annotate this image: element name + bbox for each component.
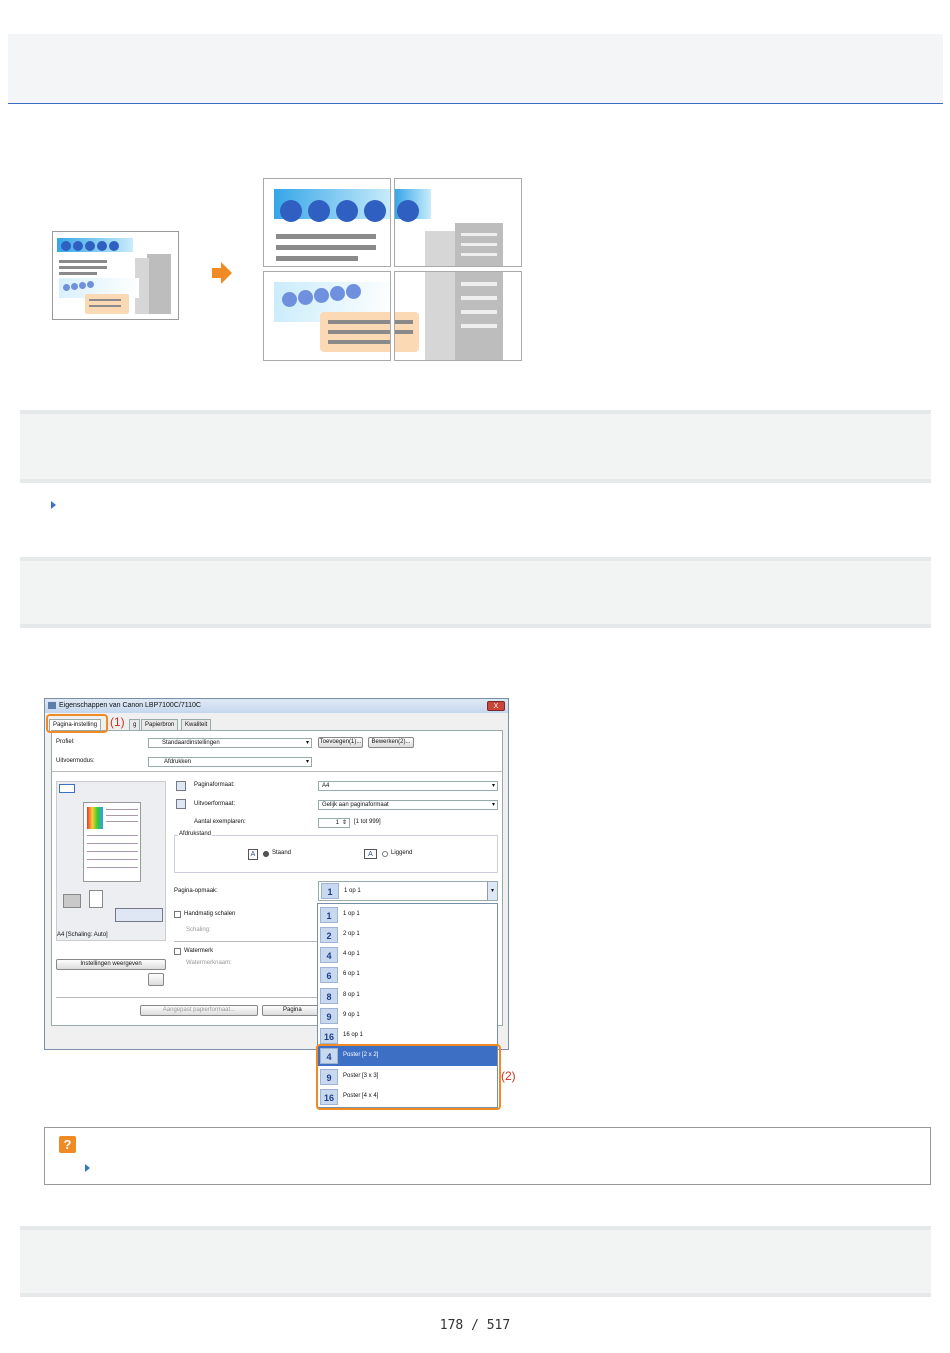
layout-option[interactable]: 16 16 op 1 [318, 1026, 497, 1046]
section-band [20, 1226, 931, 1297]
orientation-label: Afdrukstand [179, 831, 212, 837]
tab-paper-source[interactable]: Papierbron [141, 719, 178, 730]
layout-option[interactable]: 1 1 op 1 [318, 905, 497, 925]
layout-option-poster-2x2[interactable]: 4 Poster [2 x 2] [318, 1046, 497, 1066]
page-layout-label: Pagina-opmaak: [174, 888, 218, 894]
watermark-checkbox[interactable] [174, 948, 181, 955]
layout-option[interactable]: 8 8 op 1 [318, 986, 497, 1006]
question-icon: ? [59, 1136, 76, 1153]
printer-icon [48, 702, 56, 709]
profile-select[interactable]: Standaardinstellingen ▾ [148, 738, 312, 748]
output-mode-label: Uitvoermodus: [56, 758, 95, 764]
manual-scaling-label: Handmatig schalen [184, 911, 236, 917]
watermark-name-label: Watermerknaam: [186, 960, 232, 966]
page-size-select[interactable]: A4 ▾ [318, 781, 498, 791]
page-counter: 178 / 517 [439, 1318, 511, 1333]
note-box [44, 1127, 931, 1185]
layout-option[interactable]: 2 2 op 1 [318, 925, 497, 945]
edit-profile-button[interactable]: Bewerken(2)... [368, 737, 414, 748]
output-size-label: Uitvoerformaat: [194, 801, 236, 807]
header-band [8, 34, 943, 104]
layout-num-badge: 1 [321, 883, 339, 899]
output-size-icon [176, 799, 186, 809]
layout-option[interactable]: 4 4 op 1 [318, 945, 497, 965]
custom-paper-size-button[interactable]: Aangepast papierformaat... [140, 1005, 258, 1016]
chevron-right-icon [51, 501, 56, 509]
section-band [20, 410, 931, 483]
manual-scaling-checkbox[interactable] [174, 911, 181, 918]
profile-label: Profiel: [56, 739, 75, 745]
page-preview [83, 802, 141, 882]
callout-label-two: (2) [501, 1069, 516, 1083]
tab-finishing[interactable]: g [129, 719, 140, 730]
callout-label-one: (1) [110, 715, 125, 729]
landscape-label: Liggend [391, 850, 413, 856]
section-band [20, 557, 931, 628]
watermark-label: Watermerk [184, 948, 214, 954]
page-options-button[interactable]: Pagina [262, 1005, 322, 1016]
layout-option-poster-3x3[interactable]: 9 Poster [3 x 3] [318, 1067, 497, 1087]
restore-defaults-button[interactable] [148, 973, 164, 986]
tab-quality[interactable]: Kwaliteit [181, 719, 211, 730]
copies-label: Aantal exemplaren: [194, 819, 246, 825]
binding-icons[interactable] [115, 908, 163, 922]
portrait-radio[interactable] [263, 851, 269, 857]
landscape-radio[interactable] [382, 851, 388, 857]
copies-range: [1 tot 999] [354, 819, 381, 825]
add-profile-button[interactable]: Toevoegen(1)... [318, 737, 363, 748]
callout-box-tab [46, 714, 108, 733]
chevron-right-icon [85, 1164, 90, 1172]
orientation-group [174, 835, 498, 873]
landscape-icon: A [364, 849, 377, 859]
page-size-icon [176, 781, 186, 791]
preview-caption: A4 [Schaling: Auto] [57, 932, 108, 938]
view-settings-button[interactable]: Instellingen weergeven [56, 959, 166, 970]
portrait-label: Staand [272, 850, 292, 856]
copies-stepper[interactable]: 1 ⇕ [318, 818, 350, 828]
layout-option[interactable]: 6 6 op 1 [318, 965, 497, 985]
right-arrow-icon [212, 262, 232, 284]
dialog-titlebar [45, 699, 508, 713]
poster-illustration [263, 178, 522, 361]
layout-option[interactable]: 9 9 op 1 [318, 1006, 497, 1026]
printer-icon [63, 894, 81, 908]
page-layout-select[interactable]: 1 1 op 1 ▾ [318, 881, 498, 901]
output-mode-select[interactable]: Afdrukken ▾ [148, 757, 312, 767]
layout-option-poster-4x4[interactable]: 16 Poster [4 x 4] [318, 1087, 497, 1107]
page-size-label: Paginaformaat: [194, 782, 235, 788]
copies-icon [89, 890, 103, 908]
output-size-select[interactable]: Gelijk aan paginaformaat ▾ [318, 800, 498, 810]
preview-toggle-icon[interactable] [59, 784, 75, 793]
tab-page-setup[interactable]: Pagina-instelling [49, 719, 101, 731]
portrait-icon: A [248, 849, 258, 860]
scaling-label: Schaling: [186, 927, 211, 933]
preview-pane [56, 781, 166, 941]
source-page-illustration [52, 231, 179, 320]
chevron-down-icon[interactable]: ▾ [487, 882, 497, 900]
close-button[interactable]: X [487, 701, 505, 711]
callout-box-poster [316, 1044, 501, 1110]
dialog-title: Eigenschappen van Canon LBP7100C/7110C [59, 702, 201, 709]
